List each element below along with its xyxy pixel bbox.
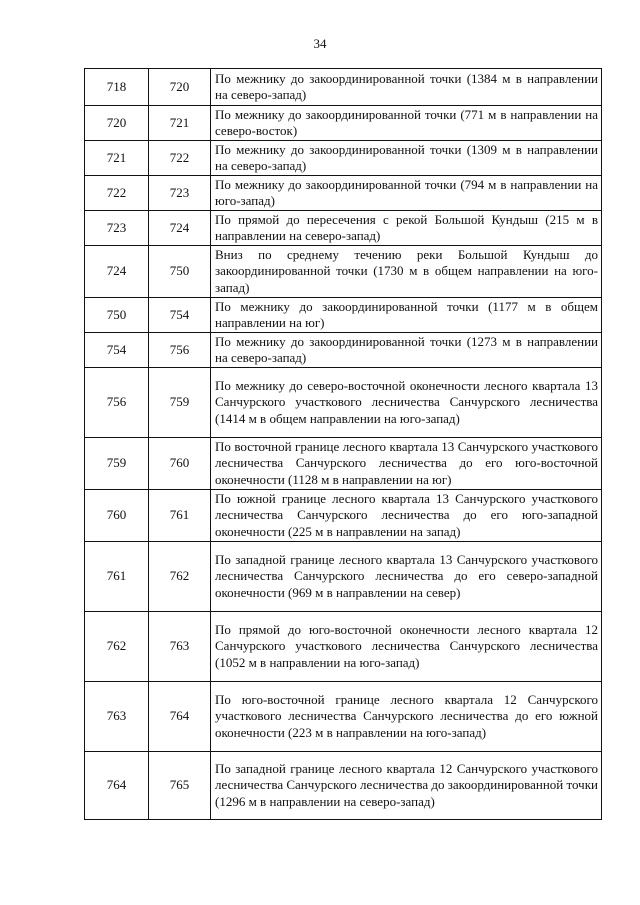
description-cell: По межнику до закоординированной точки (771 м в направлении на северо-восток) — [211, 106, 602, 141]
table-row — [85, 69, 602, 106]
description-cell: По прямой до юго-восточной оконечности лесного квартала 12 Санчурского участкового лесничества Санчурского лесничества (1052 м в направлении на юго-запад) — [211, 612, 602, 682]
point-from-cell: 718 — [85, 69, 149, 106]
point-from-cell: 723 — [85, 211, 149, 246]
description-cell: По межнику до закоординированной точки (794 м в направлении на юго-запад) — [211, 176, 602, 211]
table-row — [85, 612, 602, 682]
description-cell: Вниз по среднему течению реки Большой Кундыш до закоординированной точки (1730 м в общем направлении на юго-запад) — [211, 246, 602, 298]
point-from-cell: 762 — [85, 612, 149, 682]
description-cell: По межнику до закоординированной точки (1273 м в направлении на северо-запад) — [211, 333, 602, 368]
point-to-cell: 762 — [149, 542, 211, 612]
point-from-cell: 754 — [85, 333, 149, 368]
point-to-cell: 760 — [149, 438, 211, 490]
point-to-cell: 724 — [149, 211, 211, 246]
table-row — [85, 368, 602, 438]
table-row — [85, 438, 602, 490]
table-row — [85, 490, 602, 542]
table-row — [85, 752, 602, 820]
table-row — [85, 176, 602, 211]
table-row — [85, 298, 602, 333]
description-cell: По прямой до пересечения с рекой Большой Кундыш (215 м в направлении на северо-запад) — [211, 211, 602, 246]
point-to-cell: 722 — [149, 141, 211, 176]
point-from-cell: 763 — [85, 682, 149, 752]
point-from-cell: 756 — [85, 368, 149, 438]
table-row — [85, 542, 602, 612]
description-cell: По юго-восточной границе лесного квартала 12 Санчурского участкового лесничества Санчурского лесничества до его южной оконечности (223 м в направлении на юго-запад) — [211, 682, 602, 752]
description-cell: По межнику до закоординированной точки (1309 м в направлении на северо-запад) — [211, 141, 602, 176]
point-from-cell: 759 — [85, 438, 149, 490]
point-to-cell: 756 — [149, 333, 211, 368]
point-to-cell: 750 — [149, 246, 211, 298]
description-cell: По западной границе лесного квартала 12 Санчурского участкового лесничества Санчурского лесничества до закоординированной точки (1296 м в направлении на северо-запад) — [211, 752, 602, 820]
point-to-cell: 759 — [149, 368, 211, 438]
point-from-cell: 721 — [85, 141, 149, 176]
table-row — [85, 333, 602, 368]
table-row — [85, 141, 602, 176]
point-from-cell: 761 — [85, 542, 149, 612]
description-cell: По межнику до северо-восточной оконечности лесного квартала 13 Санчурского участкового лесничества Санчурского лесничества (1414 м в общем направлении на юго-запад) — [211, 368, 602, 438]
boundary-table — [84, 68, 602, 820]
point-to-cell: 723 — [149, 176, 211, 211]
table-row — [85, 682, 602, 752]
point-to-cell: 754 — [149, 298, 211, 333]
point-from-cell: 760 — [85, 490, 149, 542]
table-row — [85, 211, 602, 246]
description-cell: По восточной границе лесного квартала 13 Санчурского участкового лесничества Санчурского лесничества до его юго-восточной оконечности (1128 м в направлении на юг) — [211, 438, 602, 490]
point-to-cell: 761 — [149, 490, 211, 542]
point-from-cell: 764 — [85, 752, 149, 820]
description-cell: По южной границе лесного квартала 13 Санчурского участкового лесничества Санчурского лесничества до его юго-западной оконечности (225 м в направлении на запад) — [211, 490, 602, 542]
table-row — [85, 106, 602, 141]
point-from-cell: 722 — [85, 176, 149, 211]
point-to-cell: 763 — [149, 612, 211, 682]
point-from-cell: 750 — [85, 298, 149, 333]
description-cell: По западной границе лесного квартала 13 Санчурского участкового лесничества Санчурского лесничества до его северо-западной оконечности (969 м в направлении на север) — [211, 542, 602, 612]
point-from-cell: 720 — [85, 106, 149, 141]
description-cell: По межнику до закоординированной точки (1177 м в общем направлении на юг) — [211, 298, 602, 333]
point-to-cell: 764 — [149, 682, 211, 752]
table-row — [85, 246, 602, 298]
point-to-cell: 721 — [149, 106, 211, 141]
page-number: 34 — [313, 36, 327, 51]
point-from-cell: 724 — [85, 246, 149, 298]
point-to-cell: 765 — [149, 752, 211, 820]
description-cell: По межнику до закоординированной точки (1384 м в направлении на северо-запад) — [211, 69, 602, 106]
point-to-cell: 720 — [149, 69, 211, 106]
